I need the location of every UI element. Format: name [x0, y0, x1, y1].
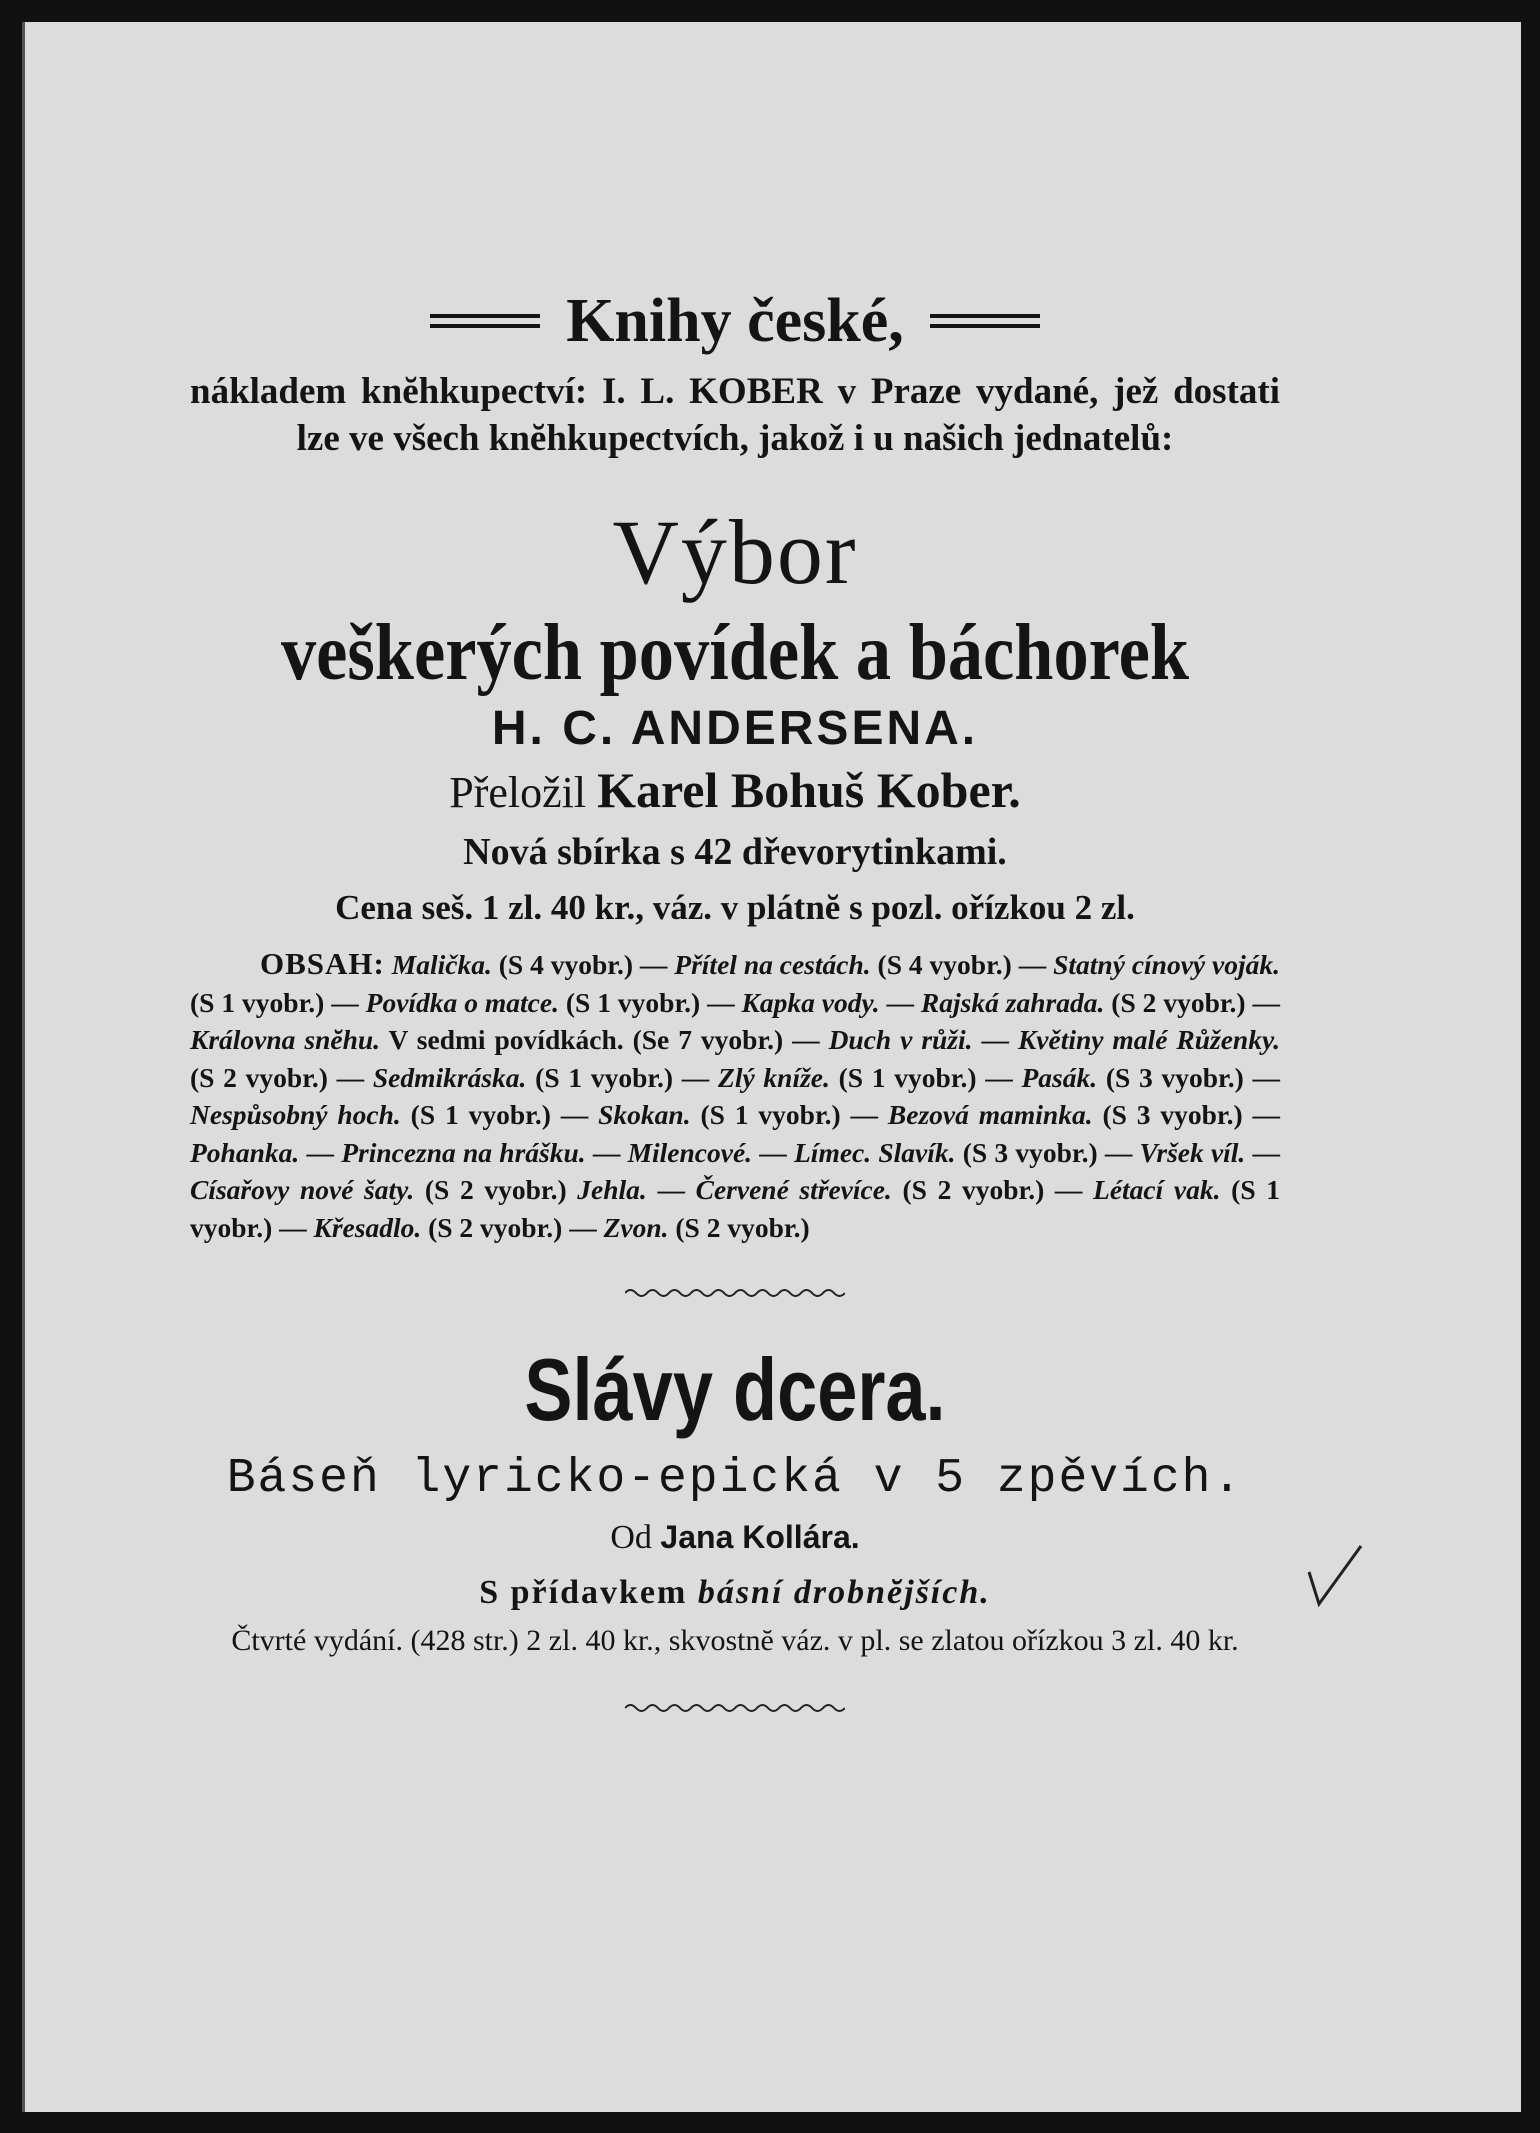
- author-prefix: Od: [610, 1519, 652, 1556]
- story-title: Pasák.: [1021, 1061, 1098, 1093]
- story-note: (S 2 vyobr.) —: [891, 1174, 1094, 1205]
- double-rule-right: [930, 314, 1040, 328]
- story-note: —: [585, 1136, 628, 1168]
- story-note: V sedmi povídkách. (Se 7 vyobr.) —: [380, 1024, 829, 1055]
- story-title: Nespůsobný hoch.: [190, 1099, 401, 1130]
- wavy-divider-bottom: [625, 1701, 845, 1715]
- story-note: —: [752, 1136, 794, 1168]
- book2-price: Čtvrté vydání. (428 str.) 2 zl. 40 kr., skvostnĕ váz. v pl. se zlatou ořízkou 3 zl. 40 kr.: [231, 1624, 1239, 1657]
- story-title: Kapka vody.: [741, 986, 880, 1018]
- story-note: (S 1 vyobr.) —: [829, 1061, 1022, 1093]
- translator-name: Karel Bohuš Kober.: [597, 762, 1021, 818]
- story-title: Zlý knížе.: [718, 1061, 830, 1093]
- story-title: Červené střevíce.: [695, 1174, 892, 1205]
- translator-prefix: Přeložil: [449, 768, 587, 817]
- book1-title: Výbor: [612, 501, 858, 603]
- story-note: (S 1 vyobr.) —: [190, 986, 366, 1018]
- story-note: (S 1 vyobr.) —: [190, 1174, 1281, 1243]
- story-title: Princezna na hrášku.: [341, 1136, 586, 1168]
- story-note: (S 1 vyobr.) —: [690, 1099, 888, 1130]
- story-note: —: [972, 1024, 1018, 1055]
- story-title: Přítel na cestách.: [674, 949, 871, 980]
- book2-supplement: [190, 1565, 1280, 1621]
- story-note: —: [646, 1174, 696, 1205]
- story-title: Královna snĕhu.: [190, 1024, 381, 1055]
- story-note: (S 4 vyobr.) —: [870, 949, 1054, 980]
- story-note: (S 2 vyobr.) —: [421, 1211, 604, 1243]
- contents-list: [190, 949, 1280, 1243]
- supplement-italic: básní drobnĕjších.: [697, 1574, 991, 1611]
- story-title: Vršek víl.: [1139, 1136, 1246, 1168]
- story-note: (S 1 vyobr.) —: [400, 1099, 599, 1130]
- page: [22, 22, 1521, 2112]
- story-note: (S 4 vyobr.) —: [491, 949, 675, 980]
- story-title: Létací vak.: [1093, 1174, 1221, 1205]
- story-title: Křesadlo.: [313, 1211, 422, 1243]
- story-title: Císařovy nové šaty.: [190, 1174, 415, 1205]
- story-title: Pohanka.: [190, 1136, 300, 1168]
- story-note: —: [1245, 1136, 1281, 1168]
- story-note: —: [299, 1136, 342, 1168]
- story-note: (S 2 vyobr.): [414, 1174, 578, 1205]
- story-note: (S 3 vyobr.) —: [955, 1136, 1140, 1168]
- wavy-divider: [625, 1286, 845, 1300]
- story-note: (S 2 vyobr.) —: [1104, 986, 1281, 1018]
- book1-translator: [190, 760, 1280, 823]
- supplement-prefix: S přídavkem: [479, 1574, 688, 1611]
- story-title: Skokan.: [598, 1099, 691, 1130]
- story-title: Bezová maminka.: [887, 1099, 1093, 1130]
- story-title: Malička.: [391, 949, 492, 980]
- book2-subtitle: Báseň lyricko-epická v 5 zpěvích.: [226, 1452, 1244, 1506]
- story-title: Statný cínový voják.: [1053, 949, 1281, 980]
- story-title: Rajská zahrada.: [920, 986, 1105, 1018]
- book1-collection: Nová sbírka s 42 dřevorytinkami.: [463, 831, 1007, 873]
- story-title: Jehla.: [577, 1174, 647, 1205]
- advertisement: [190, 282, 1280, 1715]
- book2-title: Slávy dcera.: [524, 1340, 946, 1439]
- handwritten-check-mark: [1305, 1542, 1365, 1612]
- story-note: (S 3 vyobr.) —: [1092, 1099, 1281, 1130]
- section-heading: [190, 282, 1280, 360]
- story-title: Zvon.: [603, 1211, 669, 1243]
- book1-contents: [190, 945, 1280, 1246]
- double-rule-left: [430, 314, 540, 328]
- story-title: Slavík.: [878, 1136, 956, 1168]
- author-name: Jana Kollára.: [660, 1519, 860, 1555]
- story-note: —: [879, 986, 921, 1018]
- story-title: Sedmikráska.: [372, 1061, 527, 1093]
- book1-subtitle: veškerých povídek a báchorek: [280, 609, 1190, 697]
- story-title: Milencové.: [627, 1136, 753, 1168]
- story-title: Límec.: [794, 1136, 872, 1168]
- story-title: Květiny malé Růženky.: [1017, 1024, 1281, 1055]
- story-note: (S 2 vyobr.): [668, 1211, 810, 1243]
- story-note: (S 3 vyobr.) —: [1097, 1061, 1280, 1093]
- book1-author: H. C. ANDERSENA.: [491, 702, 979, 755]
- contents-label: OBSAH:: [260, 946, 385, 981]
- story-title: Duch v růži.: [828, 1024, 973, 1055]
- story-note: (S 2 vyobr.) —: [190, 1061, 373, 1093]
- book2-author: [190, 1510, 1280, 1565]
- story-title: Povídka o matce.: [365, 986, 559, 1018]
- story-note: (S 1 vyobr.) —: [526, 1061, 719, 1093]
- book1-price: Cena seš. 1 zl. 40 kr., váz. v plátnĕ s pozl. ořízkou 2 zl.: [335, 888, 1135, 927]
- story-note: (S 1 vyobr.) —: [558, 986, 742, 1018]
- publisher-line: nákladem knĕhkupectví: I. L. KOBER v Praze vydané, jež dostati lze ve všech knĕhkupectvích, jakož i u našich jednatelů:: [190, 371, 1280, 459]
- heading-text: Knihy české,: [566, 287, 904, 355]
